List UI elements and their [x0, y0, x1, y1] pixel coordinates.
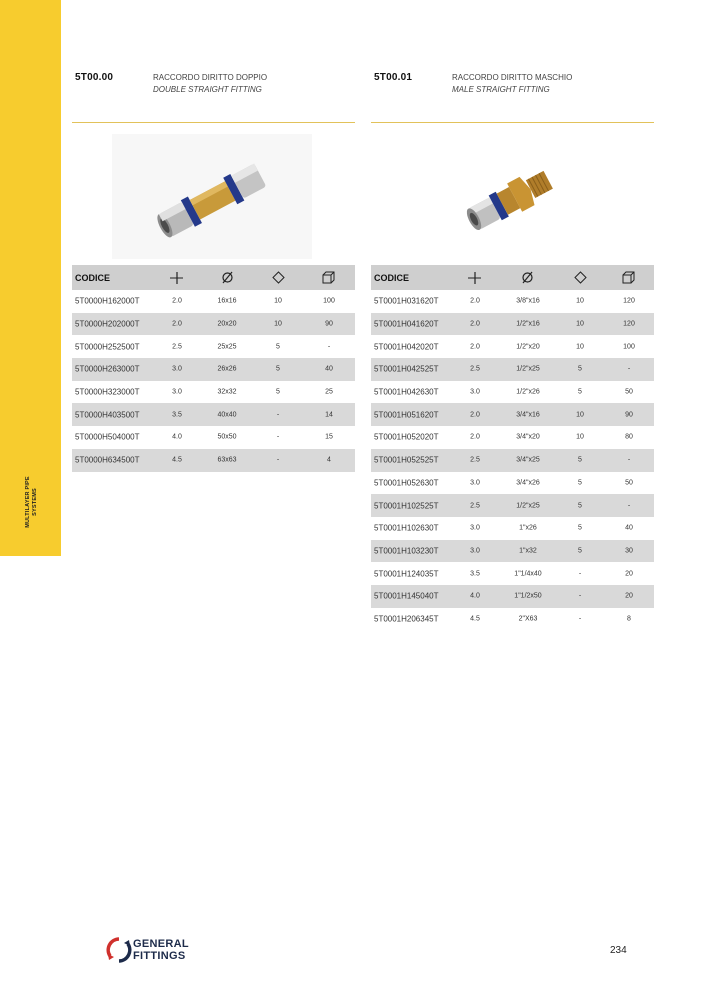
title-italian: RACCORDO DIRITTO DOPPIO	[153, 73, 268, 82]
specs-table-right	[371, 265, 654, 630]
sidebar	[0, 0, 61, 556]
table-row	[371, 381, 654, 404]
box-icon	[622, 271, 635, 284]
cell-box: -	[627, 365, 631, 373]
product-code: 5T00.01	[374, 72, 413, 83]
cell-diameter: 32x32	[217, 388, 237, 396]
cell-pack: 5	[578, 388, 582, 396]
logo-line1: GENERAL	[133, 938, 189, 950]
cell-thickness: 3.0	[470, 524, 480, 532]
cell-thickness: 4.0	[172, 433, 182, 441]
pack-icon	[574, 271, 587, 284]
table-row	[72, 403, 355, 426]
cell-code: 5T0001H052020T	[374, 432, 439, 442]
cell-diameter: 3/4"x16	[516, 411, 540, 419]
cell-pack: -	[276, 456, 280, 464]
cell-code: 5T0001H041620T	[374, 319, 439, 329]
title-italian: RACCORDO DIRITTO MASCHIO	[452, 73, 573, 82]
cell-pack: -	[578, 615, 582, 623]
cell-thickness: 3.5	[172, 411, 182, 419]
cell-diameter: 3/4"x25	[516, 456, 540, 464]
cell-thickness: 2.0	[470, 320, 480, 328]
cell-code: 5T0000H403500T	[75, 410, 140, 420]
cell-box: 50	[625, 479, 633, 487]
cell-pack: -	[578, 592, 582, 600]
table-row	[72, 426, 355, 449]
cell-diameter: 1/2"x16	[516, 320, 540, 328]
cell-code: 5T0000H504000T	[75, 432, 140, 442]
section-header	[72, 72, 355, 122]
cell-pack: 5	[276, 365, 280, 373]
cell-thickness: 2.0	[172, 320, 182, 328]
cell-diameter: 1/2"x20	[516, 343, 540, 351]
cell-thickness: 2.0	[172, 297, 182, 305]
cell-thickness: 3.0	[470, 479, 480, 487]
divider	[72, 122, 355, 123]
page-number: 234	[610, 945, 627, 956]
cell-diameter: 20x20	[217, 320, 237, 328]
cell-thickness: 3.0	[470, 547, 480, 555]
table-row	[72, 313, 355, 336]
table-row	[371, 358, 654, 381]
cell-code: 5T0000H634500T	[75, 455, 140, 465]
cell-code: 5T0000H252500T	[75, 342, 140, 352]
cell-pack: 5	[578, 456, 582, 464]
table-header	[72, 265, 355, 290]
sidebar-label-line1: MULTILAYER PIPE	[25, 476, 31, 528]
cell-diameter: 1/2"x25	[516, 365, 540, 373]
cell-diameter: 63x63	[217, 456, 237, 464]
cell-pack: 10	[274, 320, 282, 328]
cell-box: 120	[623, 320, 635, 328]
table-row	[72, 449, 355, 472]
cell-thickness: 2.5	[470, 456, 480, 464]
table-row	[371, 562, 654, 585]
cell-pack: 10	[576, 343, 584, 351]
cell-box: -	[627, 456, 631, 464]
cell-box: 40	[625, 524, 633, 532]
cell-code: 5T0000H202000T	[75, 319, 140, 329]
cell-diameter: 50x50	[217, 433, 237, 441]
cell-diameter: 3/8"x16	[516, 297, 540, 305]
cell-pack: 10	[576, 411, 584, 419]
cell-diameter: 25x25	[217, 343, 237, 351]
table-header	[371, 265, 654, 290]
cell-thickness: 3.0	[470, 388, 480, 396]
cell-box: 50	[625, 388, 633, 396]
cell-pack: 10	[576, 433, 584, 441]
cell-diameter: 1/2"x25	[516, 502, 540, 510]
cell-code: 5T0001H042525T	[374, 364, 439, 374]
pack-icon	[272, 271, 285, 284]
cell-box: 15	[325, 433, 333, 441]
cell-code: 5T0001H102630T	[374, 523, 439, 533]
cell-box: 90	[625, 411, 633, 419]
cell-diameter: 2"X63	[518, 615, 538, 623]
cell-box: 40	[325, 365, 333, 373]
company-logo	[106, 936, 206, 964]
cell-box: -	[627, 502, 631, 510]
cell-code: 5T0000H263000T	[75, 364, 140, 374]
cell-thickness: 4.5	[470, 615, 480, 623]
section-header	[371, 72, 654, 122]
cell-code: 5T0001H103230T	[374, 546, 439, 556]
cell-pack: 10	[576, 320, 584, 328]
cell-diameter: 16x16	[217, 297, 237, 305]
table-row	[371, 472, 654, 495]
table-row	[371, 403, 654, 426]
product-code: 5T00.00	[75, 72, 114, 83]
cell-thickness: 2.0	[470, 297, 480, 305]
cell-thickness: 2.5	[470, 365, 480, 373]
table-row	[371, 608, 654, 631]
table-row	[371, 449, 654, 472]
cell-code: 5T0001H031620T	[374, 296, 439, 306]
cell-thickness: 2.0	[470, 433, 480, 441]
cell-diameter: 40x40	[217, 411, 237, 419]
product-photo-double	[72, 129, 355, 264]
specs-table-left	[72, 265, 355, 472]
table-row	[371, 290, 654, 313]
codice-header: CODICE	[374, 272, 410, 283]
codice-header: CODICE	[75, 272, 111, 283]
cell-code: 5T0001H052630T	[374, 478, 439, 488]
cell-box: 100	[623, 343, 635, 351]
cell-diameter: 1/2"x26	[516, 388, 540, 396]
cell-code: 5T0000H323000T	[75, 387, 140, 397]
logo-mark-icon	[106, 936, 132, 964]
cell-thickness: 2.5	[470, 502, 480, 510]
cell-code: 5T0001H052525T	[374, 455, 439, 465]
sidebar-label-line2: SYSTEMS	[32, 488, 38, 516]
cell-code: 5T0001H042020T	[374, 342, 439, 352]
cell-code: 5T0001H124035T	[374, 569, 439, 579]
cell-thickness: 4.0	[470, 592, 480, 600]
cell-diameter: 1"x26	[519, 524, 537, 532]
cell-pack: 5	[578, 365, 582, 373]
cell-pack: 10	[576, 297, 584, 305]
logo-line2: FITTINGS	[133, 950, 186, 962]
cell-pack: 5	[276, 343, 280, 351]
cell-box: 120	[623, 297, 635, 305]
cell-code: 5T0001H206345T	[374, 614, 439, 624]
cell-thickness: 3.0	[172, 365, 182, 373]
cell-thickness: 4.5	[172, 456, 182, 464]
table-row	[371, 494, 654, 517]
cell-pack: 5	[578, 479, 582, 487]
cell-diameter: 3/4"x20	[516, 433, 540, 441]
cell-pack: 10	[274, 297, 282, 305]
table-row	[371, 335, 654, 358]
cell-box: 8	[627, 615, 631, 623]
cell-diameter: 1"1/2x50	[514, 592, 542, 600]
cell-diameter: 3/4"x26	[516, 479, 540, 487]
table-row	[72, 335, 355, 358]
cell-thickness: 2.0	[470, 343, 480, 351]
divider	[371, 122, 654, 123]
cell-diameter: 26x26	[217, 365, 237, 373]
table-row	[371, 585, 654, 608]
cell-thickness: 2.5	[172, 343, 182, 351]
table-row	[371, 517, 654, 540]
product-photo-male	[371, 129, 654, 264]
cell-diameter: 1"x32	[519, 547, 537, 555]
table-row	[371, 313, 654, 336]
cell-code: 5T0001H102525T	[374, 501, 439, 511]
cell-box: 14	[325, 411, 333, 419]
cell-thickness: 2.0	[470, 411, 480, 419]
cell-box: -	[327, 343, 331, 351]
cell-thickness: 3.5	[470, 570, 480, 578]
box-icon	[322, 271, 335, 284]
section-male-straight	[371, 72, 654, 624]
cell-box: 20	[625, 570, 633, 578]
cell-thickness: 3.0	[172, 388, 182, 396]
table-row	[72, 381, 355, 404]
cell-code: 5T0000H162000T	[75, 296, 140, 306]
section-double-straight	[72, 72, 355, 465]
table-row	[371, 540, 654, 563]
table-row	[72, 358, 355, 381]
cell-box: 25	[325, 388, 333, 396]
thickness-icon	[468, 271, 481, 284]
cell-pack: -	[578, 570, 582, 578]
sidebar-label	[25, 476, 39, 528]
cell-pack: 5	[578, 547, 582, 555]
cell-code: 5T0001H145040T	[374, 591, 439, 601]
cell-box: 80	[625, 433, 633, 441]
cell-code: 5T0001H051620T	[374, 410, 439, 420]
table-row	[371, 426, 654, 449]
cell-box: 4	[327, 456, 331, 464]
diameter-icon	[221, 271, 234, 284]
cell-pack: 5	[578, 502, 582, 510]
cell-pack: -	[276, 433, 280, 441]
logo-text	[133, 938, 189, 962]
cell-code: 5T0001H042630T	[374, 387, 439, 397]
cell-pack: -	[276, 411, 280, 419]
table-row	[72, 290, 355, 313]
title-english: DOUBLE STRAIGHT FITTING	[153, 85, 262, 94]
cell-pack: 5	[276, 388, 280, 396]
cell-box: 30	[625, 547, 633, 555]
cell-box: 20	[625, 592, 633, 600]
diameter-icon	[521, 271, 534, 284]
cell-diameter: 1"1/4x40	[514, 570, 542, 578]
title-english: MALE STRAIGHT FITTING	[452, 85, 550, 94]
cell-box: 100	[323, 297, 335, 305]
cell-pack: 5	[578, 524, 582, 532]
cell-box: 90	[325, 320, 333, 328]
thickness-icon	[170, 271, 183, 284]
